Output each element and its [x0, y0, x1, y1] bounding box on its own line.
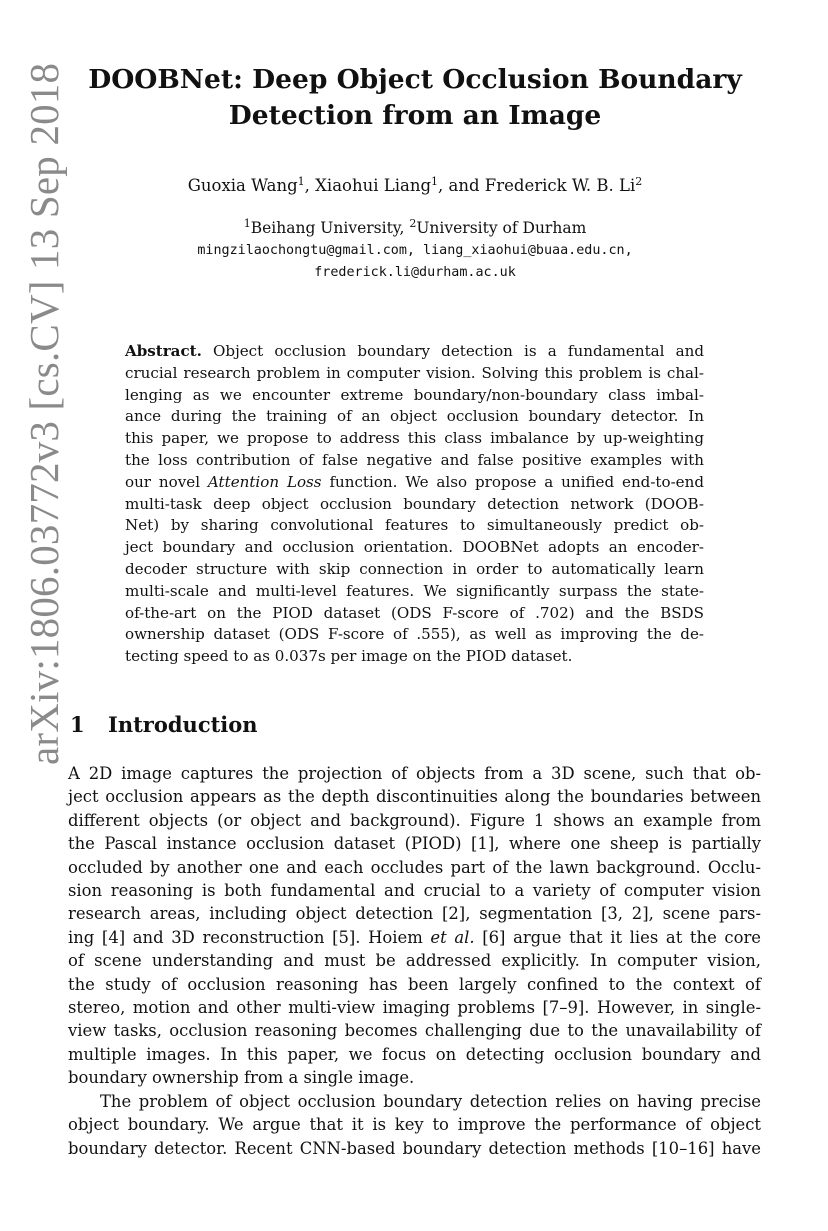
author-name: Xiaohui Liang — [315, 176, 432, 195]
abstract-line: Abstract. Object occlusion boundary detection is a fundamental and — [125, 342, 704, 360]
body-line: A 2D image captures the projection of objects from a 3D scene, such that ob- — [68, 764, 761, 783]
abstract — [125, 341, 704, 668]
author-emails — [70, 240, 760, 283]
body-line: stereo, motion and other multi-view imaging problems [7–9]. However, in single- — [68, 998, 761, 1018]
affiliation-name: University of Durham — [416, 219, 587, 237]
affiliation-marker: 1 — [243, 217, 251, 230]
abstract-line: ance during the training of an object occlusion boundary detector. In — [125, 407, 704, 426]
body-line: boundary ownership from a single image. — [68, 1068, 415, 1088]
body-line: the Pascal instance occlusion dataset (PIOD) [1], where one sheep is partially — [68, 834, 761, 854]
body-line: multiple images. In this paper, we focus on detecting occlusion boundary and — [68, 1044, 761, 1064]
abstract-label: Abstract. — [125, 342, 202, 360]
affiliations — [70, 216, 760, 240]
arxiv-identifier-stamp: arXiv:1806.03772v3 [cs.CV] 13 Sep 2018 — [21, 62, 67, 765]
abstract-line: multi-task deep object occlusion boundary detection network (DOOB- — [125, 494, 704, 513]
paper-title — [70, 62, 760, 134]
abstract-line: decoder structure with skip connection in order to automatically learn — [125, 559, 704, 578]
body-line: view tasks, occlusion reasoning becomes challenging due to the unavailability of — [68, 1021, 761, 1041]
body-line: research areas, including object detection [2], segmentation [3, 2], scene pars- — [68, 904, 761, 924]
abstract-line: crucial research problem in computer vision. Solving this problem is chal- — [125, 363, 704, 382]
section-title: Introduction — [108, 712, 258, 737]
email-line: mingzilaochongtu@gmail.com, liang_xiaohui@buaa.edu.cn, — [197, 243, 633, 258]
abstract-line: ownership dataset (ODS F-score of .555), as well as improving the de- — [125, 625, 704, 644]
affiliation-name: Beihang University, — [250, 219, 410, 237]
author-separator: , — [304, 176, 316, 195]
author-name: Guoxia Wang — [187, 176, 298, 195]
introduction-body — [68, 762, 761, 1160]
body-line: boundary detector. Recent CNN-based boundary detection methods [10–16] have — [68, 1138, 761, 1158]
body-line: sion reasoning is both fundamental and crucial to a variety of computer vision — [68, 881, 761, 901]
abstract-line: ject boundary and occlusion orientation. DOOBNet adopts an encoder- — [125, 538, 704, 557]
email-line: frederick.li@durham.ac.uk — [314, 264, 516, 280]
body-line: ing [4] and 3D reconstruction [5]. Hoiem et al. [6] argue that it lies at the core — [68, 927, 761, 947]
body-line: different objects (or object and background). Figure 1 shows an example from — [68, 810, 761, 830]
abstract-line: our novel Attention Loss function. We also propose a unified end-to-end — [125, 472, 704, 491]
attention-loss-term: Attention Loss — [207, 472, 322, 491]
affiliation-marker: 1 — [431, 175, 439, 188]
body-line: the study of occlusion reasoning has been largely confined to the context of — [68, 974, 761, 994]
abstract-line: lenging as we encounter extreme boundary/non-boundary class imbal- — [125, 385, 704, 404]
et-al-term: et al. — [430, 927, 475, 947]
abstract-line: Net) by sharing convolutional features to simultaneously predict ob- — [125, 516, 704, 535]
body-line: The problem of object occlusion boundary detection relies on having precise — [100, 1091, 761, 1111]
body-line: ject occlusion appears as the depth discontinuities along the boundaries between — [68, 787, 761, 807]
body-line: object boundary. We argue that it is key to improve the performance of object — [68, 1115, 761, 1135]
abstract-line: tecting speed to as 0.037s per image on the PIOD dataset. — [125, 647, 573, 666]
abstract-line: this paper, we propose to address this class imbalance by up-weighting — [125, 429, 704, 448]
author-list — [70, 174, 760, 198]
affiliation-marker: 2 — [635, 175, 643, 188]
abstract-line: of-the-art on the PIOD dataset (ODS F-score of .702) and the BSDS — [125, 603, 704, 622]
section-heading — [70, 710, 258, 740]
section-number: 1 — [70, 712, 85, 737]
abstract-line: the loss contribution of false negative and false positive examples with — [125, 450, 704, 469]
body-line: of scene understanding and must be addressed explicitly. In computer vision, — [68, 951, 761, 971]
abstract-line: multi-scale and multi-level features. We significantly surpass the state- — [125, 581, 704, 600]
affiliation-marker: 1 — [297, 175, 305, 188]
affiliation-marker: 2 — [409, 217, 417, 230]
author-name: Frederick W. B. Li — [484, 176, 636, 195]
paper-title-line-2: Detection from an Image — [228, 100, 602, 131]
body-line: occluded by another one and each occludes part of the lawn background. Occlu- — [68, 857, 761, 877]
paper-title-line-1: DOOBNet: Deep Object Occlusion Boundary — [88, 64, 742, 95]
author-separator: , and — [438, 176, 485, 195]
